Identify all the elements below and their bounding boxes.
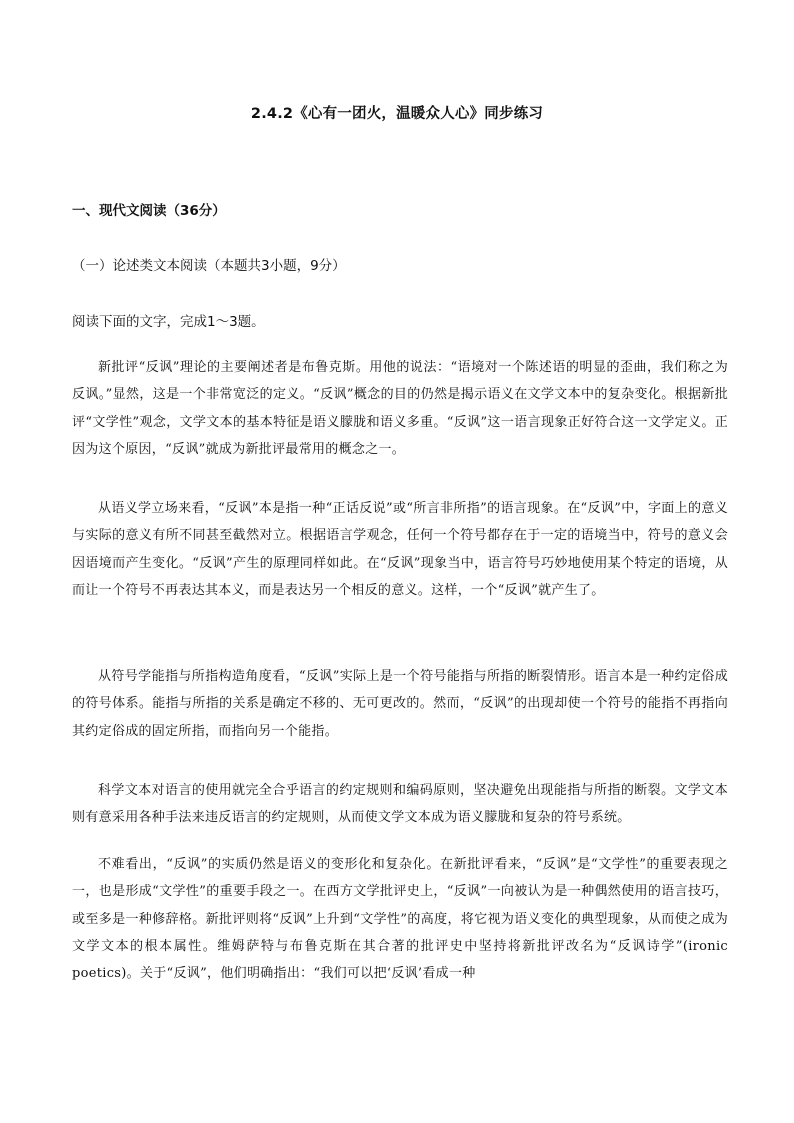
paragraph-5: 不难看出，“反讽”的实质仍然是语义的变形化和复杂化。在新批评看来，“反讽”是“文学性”的重要表现之一，也是形成“文学性”的重要手段之一。在西方文学批评史上，“反讽”一向被认为是一种偶然使用的语言技巧，或至多是一种修辞格。新批评则将“反讽”上升到“文学性”的高度，将它视为语义变化的典型现象，从而使之成为文学文本的根本属性。维姆萨特与布鲁克斯在其合著的批评史中坚持将新批评改名为“反讽诗学”(ironic poetics)。关于“反讽”，他们明确指出：“我们可以把‘反讽’看成一种 xyxy=(72,857,728,982)
paragraph-3: 从符号学能指与所指构造角度看，“反讽”实际上是一个符号能指与所指的断裂情形。语言本是一种约定俗成的符号体系。能指与所指的关系是确定不移的、无可更改的。然而，“反讽”的出现却使一个符号的能指不再指向其约定俗成的固定所指，而指向另一个能指。 xyxy=(72,669,728,739)
subsection-heading: （一）论述类文本阅读（本题共3小题，9分） xyxy=(72,258,346,274)
paragraph-1: 新批评“反讽”理论的主要阐述者是布鲁克斯。用他的说法：“语境对一个陈述语的明显的歪曲，我们称之为反讽。”显然，这是一个非常宽泛的定义。“反讽”概念的目的仍然是揭示语义在文学文本中的复杂变化。根据新批评“文学性”观念，文学文本的基本特征是语义朦胧和语义多重。“反讽”这一语言现象正好符合这一文学定义。正因为这个原因，“反讽”就成为新批评最常用的概念之一。 xyxy=(72,360,728,457)
reading-instruction: 阅读下面的文字，完成1～3题。 xyxy=(72,314,265,330)
paragraph-4: 科学文本对语言的使用就完全合乎语言的约定规则和编码原则，坚决避免出现能指与所指的断裂。文学文本则有意采用各种手法来违反语言的约定规则，从而使文学文本成为语义朦胧和复杂的符号系统。 xyxy=(72,783,728,826)
document-title: 2.4.2《心有一团火，温暖众人心》同步练习 xyxy=(250,106,544,122)
paragraph-2: 从语义学立场来看，“反讽”本是指一种“正话反说”或“所言非所指”的语言现象。在“反讽”中，字面上的意义与实际的意义有所不同甚至截然对立。根据语言学观念，任何一个符号都存在于一定的语境当中，符号的意义会因语境而产生变化。“反讽”产生的原理同样如此。在“反讽”现象当中，语言符号巧妙地使用某个特定的语境，从而让一个符号不再表达其本义，而是表达另一个相反的意义。这样，一个“反讽”就产生了。 xyxy=(72,501,728,598)
section-heading: 一、现代文阅读（36分） xyxy=(72,203,226,219)
